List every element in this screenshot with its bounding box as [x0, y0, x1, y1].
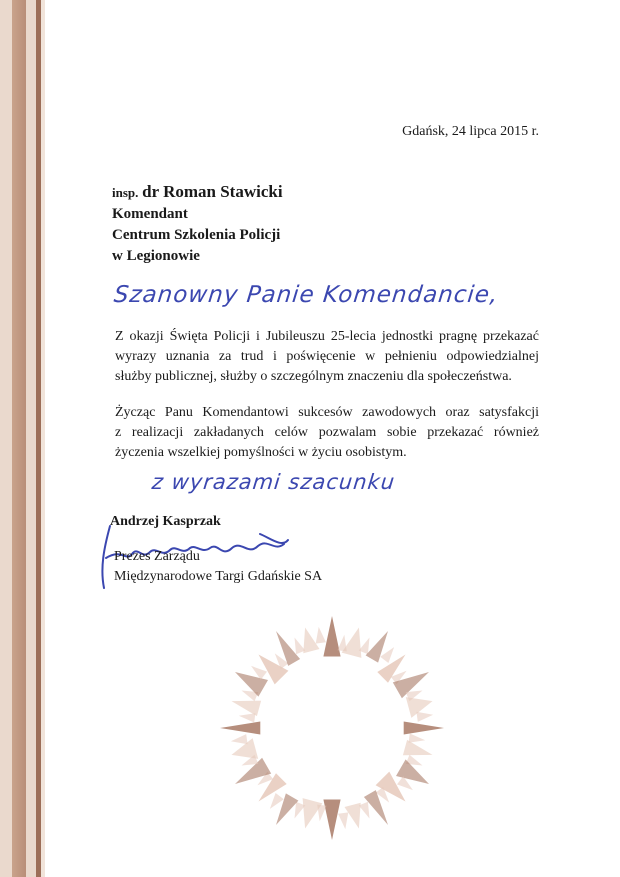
addressee-block: [112, 181, 283, 267]
sunburst-triangle: [323, 800, 340, 841]
handwritten-salutation: Szanowny Panie Komendancie,: [112, 282, 500, 308]
paragraph-line: życzenia wszelkiej pomyślności w życiu osobistym.: [115, 445, 407, 460]
sunburst-triangle: [403, 740, 433, 755]
body-paragraph-2: [115, 403, 539, 463]
sunburst-triangle: [409, 734, 426, 743]
sunburst-ornament: [212, 610, 452, 850]
left-border-stripe: [12, 0, 26, 877]
sunburst-triangle: [232, 701, 262, 716]
paragraph-line: z realizacji zakładanych celów pozwalam sobie przekazać również: [115, 425, 539, 440]
signer-name: Andrzej Kasprzak: [110, 514, 221, 529]
signer-details: [114, 547, 322, 587]
left-border-stripe: [26, 0, 36, 877]
sunburst-triangle: [270, 793, 284, 809]
sunburst-triangle: [259, 773, 287, 801]
sunburst-triangle: [377, 655, 405, 683]
addressee-name-line: [112, 181, 283, 204]
sunburst-triangle: [316, 627, 326, 644]
sunburst-triangle: [231, 734, 248, 744]
addressee-name: dr Roman Stawicki: [142, 182, 283, 201]
signer-title: Prezes Zarządu: [114, 549, 200, 564]
sunburst-triangle: [323, 616, 340, 657]
addressee-prefix: insp.: [112, 185, 139, 200]
sunburst-triangle: [239, 713, 256, 722]
sunburst-triangle: [416, 712, 433, 722]
sunburst-triangle: [338, 812, 348, 829]
addressee-location: w Legionowie: [112, 248, 200, 264]
paragraph-line: Z okazji Święta Policji i Jubileuszu 25-lecia jednostki pragnę przekazać: [115, 329, 539, 344]
letter-date: Gdańsk, 24 lipca 2015 r.: [402, 124, 539, 139]
left-border-stripe: [41, 0, 45, 877]
sunburst-triangle: [220, 722, 260, 735]
left-border-stripe: [0, 0, 12, 877]
paragraph-line: wyrazy uznania za trud i poświęcenie w pełnieniu odpowiedzialnej: [115, 349, 539, 364]
addressee-institution: Centrum Szkolenia Policji: [112, 227, 281, 243]
paragraph-line: służby publicznej, służby o szczególnym znaczeniu dla społeczeństwa.: [115, 369, 512, 384]
body-paragraph-1: [115, 327, 539, 387]
addressee-position: Komendant: [112, 206, 188, 222]
handwritten-closing: z wyrazami szacunku: [150, 470, 397, 494]
paragraph-line: Życząc Panu Komendantowi sukcesów zawodowych oraz satysfakcji: [115, 405, 539, 420]
signer-company: Międzynarodowe Targi Gdańskie SA: [114, 569, 323, 584]
sunburst-triangle: [380, 647, 394, 663]
sunburst-triangle: [404, 722, 444, 735]
